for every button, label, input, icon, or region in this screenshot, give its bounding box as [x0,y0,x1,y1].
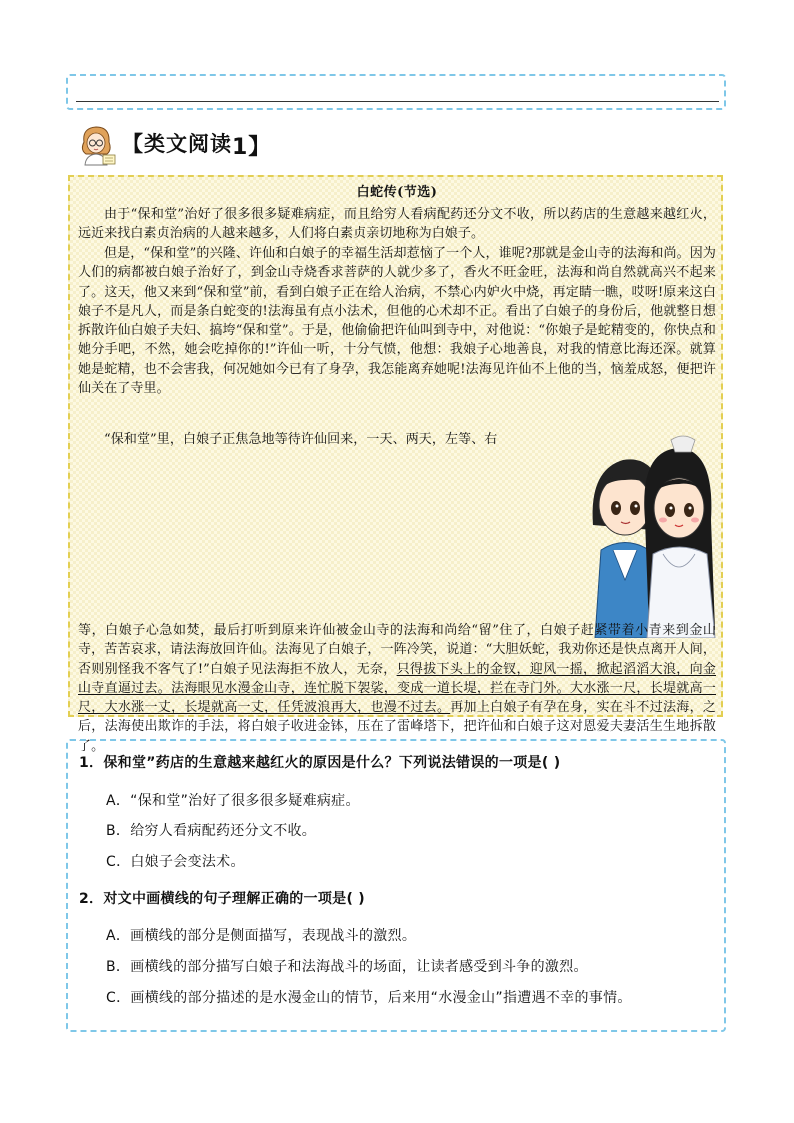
question-1-option-c[interactable]: C．白娘子会变法术。 [106,854,245,870]
question-1: 1．保和堂”药店的生意越来越红火的原因是什么？下列说法错误的一项是( ) [79,755,561,771]
passage-text: 再加上白娘子有孕在身，实在斗不过法海，之后，法海使出欺诈的手法，将白娘子收进金钵，压在了雷峰塔下，把许仙和白娘子这对恩爱夫妻活生生地拆散了。 [78,700,716,754]
passage-paragraph-4-cont [78,621,716,756]
question-2-option-a[interactable]: A．画横线的部分是侧面描写，表现战斗的激烈。 [106,928,417,944]
section-heading [74,122,271,166]
question-1-option-b[interactable]: B．给穷人看病配药还分文不收。 [106,823,317,839]
passage-paragraph-3: “保和堂”里，白娘子正焦急地等待许仙回来，一天、两天，左等、右 [104,432,498,447]
section-title: 【类文阅读1】 [122,131,272,160]
passage-paragraph-2: 但是，“保和堂”的兴隆、许仙和白娘子的幸福生活却惹恼了一个人，谁呢?那就是金山寺的法海和尚。因为人们的病都被白娘子治好了，到金山寺烧香求菩萨的人就少多了，香火不旺金旺，法海和尚自然就高兴不起来了。这天，他又来到“保和堂”前，看到白娘子正在给人治病，不禁心内妒火中烧，再定睛一瞧，哎呀!原来这白娘子不是凡人，而是条白蛇变的!法海虽有点小法术，但他的心术却不正。看出了白娘子的身份后，他就整日想拆散许仙白娘子夫妇、搞垮“保和堂”。于是，他偷偷把许仙叫到寺中，对他说：“你娘子是蛇精变的，你快点和她分手吧，不然，她会吃掉你的!”许仙一听，十分气愤，他想：我娘子心地善良，对我的情意比海还深。就算她是蛇精，也不会害我，何况她如今已有了身孕，我怎能离弃她呢!法海见许仙不上他的当，恼羞成怒，便把许仙关在了寺里。 [78,246,716,397]
student-avatar-icon [74,122,120,166]
passage-title: 白蛇传(节选) [356,185,438,200]
underlined-sentence: 只得拔下头上的金钗，迎风一摇，掀起滔滔大浪，向金山寺直逼过去。法海眼见水漫金山寺，连忙脱下袈裟，变成一道长堤，拦在寺门外。大水涨一尺，长堤就高一尺，大水涨一丈，长堤就高一丈，任凭波浪再大，也漫不过去。 [78,661,716,716]
question-1-option-a[interactable]: A．“保和堂”治好了很多很多疑难病症。 [106,793,360,809]
passage-text-cont: 等，白娘子心急如焚，最后打听到原来许仙被金山寺的法海和尚给“留”住了，白娘子赶紧带着小青来到金山寺，苦苦哀求，请法海放回许仙。法海见了白娘子，一阵冷笑，说道：“大胆妖蛇，我劝你还是快点离开人间，否则别怪我不客气了!”白娘子见法海拒不放人，无奈， [78,623,716,677]
question-2-option-b[interactable]: B．画横线的部分描写白娘子和法海战斗的场面，让读者感受到斗争的激烈。 [106,959,588,975]
xuxian-bainiangzi-illustration [583,430,719,638]
question-2: 2．对文中画横线的句子理解正确的一项是( ) [79,891,366,907]
passage-paragraph-1: 由于“保和堂”治好了很多很多疑难病症，而且给穷人看病配药还分文不收，所以药店的生意越来越红火，远近来找白素贞治病的人越来越多，人们将白素贞亲切地称为白娘子。 [78,207,716,242]
header-rule [76,101,719,102]
header-frame [66,74,726,110]
question-2-option-c[interactable]: C．画横线的部分描述的是水漫金山的情节，后来用“水漫金山”指遭遇不幸的事情。 [106,990,632,1006]
